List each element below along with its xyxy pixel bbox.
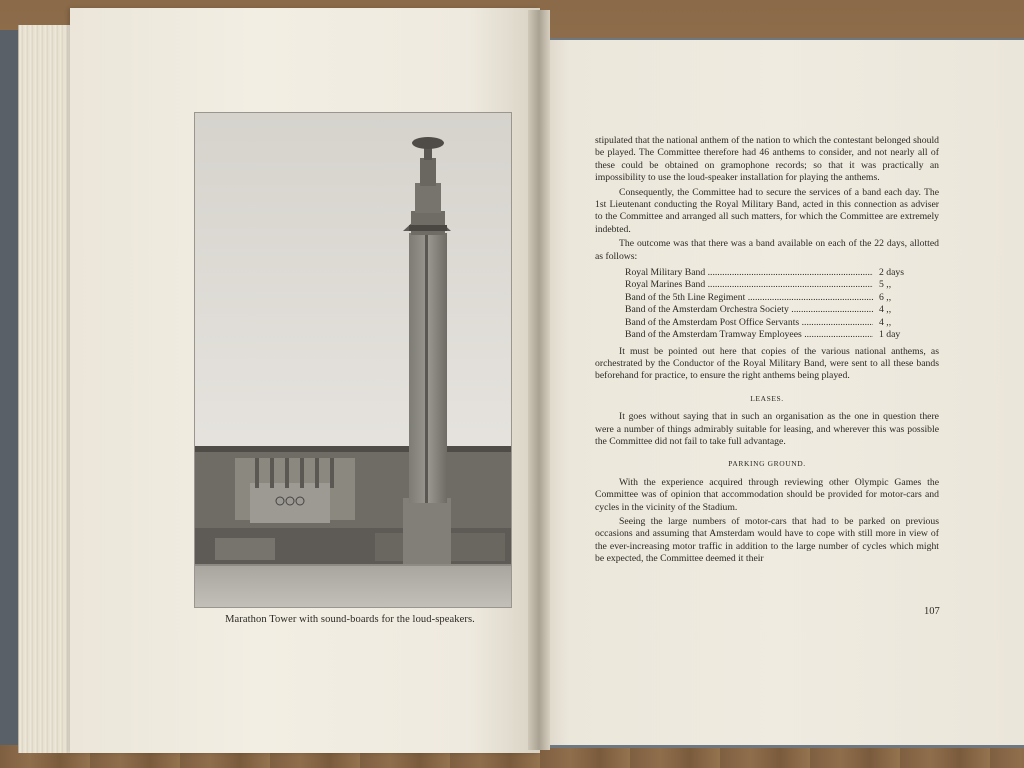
band-name: Band of the Amsterdam Post Office Servants .....: [625, 317, 873, 329]
list-item: [625, 292, 939, 304]
paragraph: It must be pointed out here that copies of the various national anthems, as orchestrated by the Conductor of the Royal Military Band, were sent to all these bands beforehand for practice, to ensure the right anthems being played.: [595, 345, 939, 382]
band-name: Band of the 5th Line Regiment .....: [625, 292, 873, 304]
band-name: Band of the Amsterdam Orchestra Society .....: [625, 304, 873, 316]
band-name: Band of the Amsterdam Tramway Employees .....: [625, 329, 873, 341]
right-page-text: [595, 135, 939, 566]
list-item: [625, 267, 939, 279]
page-number: 107: [924, 606, 940, 617]
list-item: [625, 279, 939, 291]
paragraph: stipulated that the national anthem of the nation to which the contestant belonged should be played. The Committee therefore had 46 anthems to consider, and not nearly all of these could be obtained on gramophone records; so that it was practically an impossibility to use the loud-speaker installation for playing the anthems.: [595, 135, 939, 184]
paragraph: Seeing the large numbers of motor-cars that had to be parked on previous occasions and assuming that Amsterdam would have to cope with still more in view of the ever-increasing motor traffic in addition to the large number of cycles which might be expected, the Committee deemed it their: [595, 515, 939, 565]
band-allotment-list: [625, 267, 939, 341]
marathon-tower-photo: [194, 112, 512, 608]
list-item: [625, 329, 939, 341]
band-name: Royal Military Band .....: [625, 267, 873, 279]
list-item: [625, 304, 939, 316]
paragraph: The outcome was that there was a band available on each of the 22 days, allotted as follows:: [595, 238, 939, 262]
photo-caption: Marathon Tower with sound-boards for the loud-speakers.: [225, 614, 475, 625]
list-item: [625, 317, 939, 329]
band-days: 5 ,,: [879, 279, 892, 291]
band-days: 6 ,,: [879, 291, 892, 303]
book-gutter: [528, 10, 550, 750]
paragraph: It goes without saying that in such an organisation as the one in question there were a number of things admirably suitable for leasing, and wherever this was possible the Committee did not fail to take full advantage.: [595, 411, 939, 447]
band-days: 4 ,,: [879, 316, 892, 328]
band-days: 2 days: [879, 267, 905, 279]
paragraph: With the experience acquired through reviewing other Olympic Games the Committee was of opinion that accommodation should be provided for motor-cars and cycles in the vicinity of the Stadium.: [595, 476, 939, 513]
band-name: Royal Marines Band .....: [625, 279, 873, 291]
section-heading-leases: LEASES.: [750, 393, 784, 403]
paragraph: Consequently, the Committee had to secure the services of a band each day. The 1st Lieutenant conducting the Royal Military Band, acted in this connection as adviser to the Committee and arranged all such matters, for which the Committee are extremely indebted.: [595, 186, 939, 235]
section-heading-parking: PARKING GROUND.: [728, 459, 806, 469]
band-days: 1 day: [879, 329, 901, 341]
band-days: 4 ,,: [879, 304, 892, 316]
